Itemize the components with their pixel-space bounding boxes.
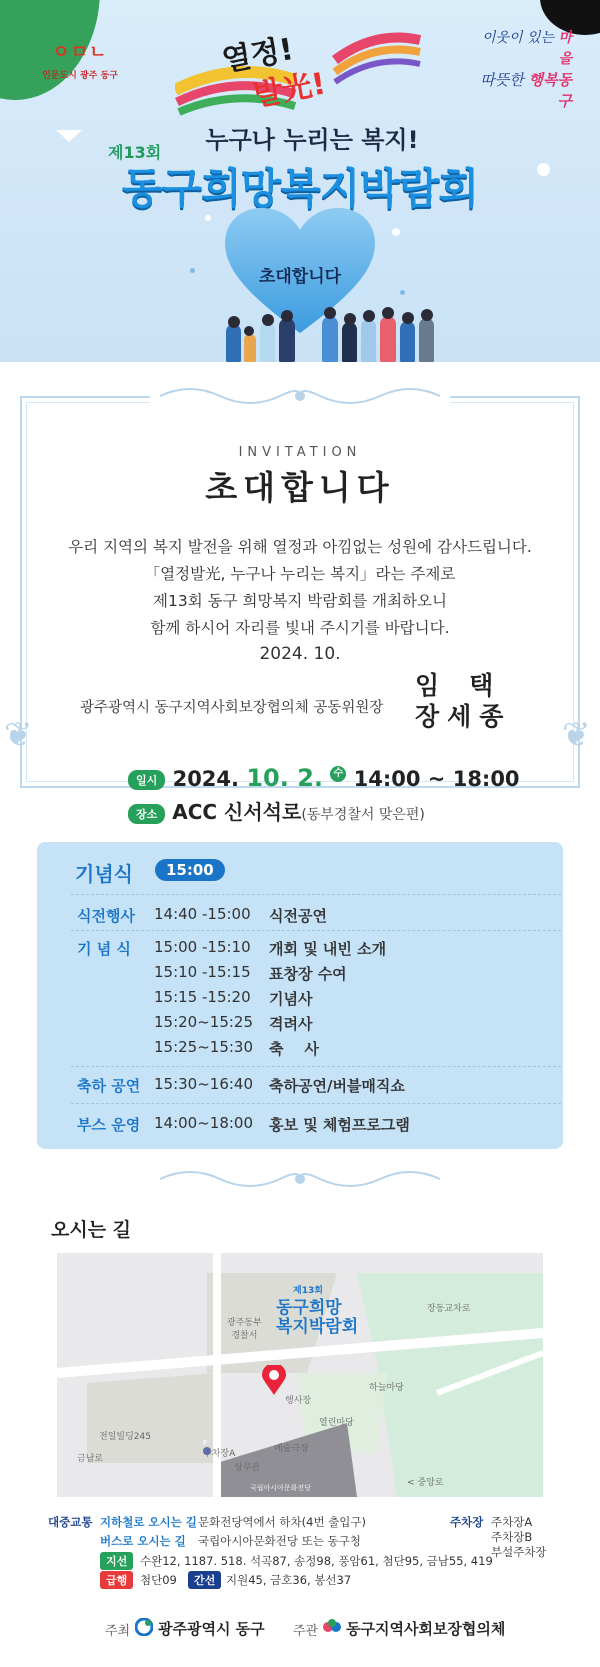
divider <box>71 930 561 931</box>
frame-ornament-right: ❦ <box>562 715 591 755</box>
program-time: 14:40 -15:00 <box>154 905 251 923</box>
hero-subtitle: 누구나 누리는 복지! <box>205 126 419 154</box>
branch-bus-label: 지선 <box>100 1552 133 1570</box>
heart-text: 초대합니다 <box>258 267 342 287</box>
program-activity: 격려사 <box>269 1015 313 1033</box>
confetti <box>400 290 405 295</box>
city-logo-mark: ㅇㅁㄴ <box>52 42 108 63</box>
invitation-line: 우리 지역의 복지 발전을 위해 열정과 아낌없는 성원에 감사드립니다. <box>68 538 532 556</box>
parking-item: 주차장B <box>491 1530 533 1544</box>
sender-names <box>415 670 525 732</box>
weekday-badge: 수 <box>330 766 346 782</box>
program-category: 기 념 식 <box>77 940 131 958</box>
map-label: 전일빌딩245 <box>99 1432 151 1442</box>
confetti <box>205 215 211 221</box>
map-label: 하늘마당 <box>369 1383 404 1393</box>
festival-logo-line1: 열정! <box>219 31 297 79</box>
host-label: 주최 <box>105 1624 131 1639</box>
parking-item: 주차장A <box>491 1515 533 1529</box>
host-name: 광주광역시 동구 <box>158 1620 265 1638</box>
express-bus-text: 첨단09 <box>140 1573 177 1587</box>
event-place-row <box>128 796 425 825</box>
program-category: 부스 운영 <box>77 1116 141 1134</box>
subway-text: 문화전당역에서 하차(4번 출입구) <box>198 1515 367 1529</box>
invitation-date: 2024. 10. <box>259 644 341 664</box>
map-label: 행사장 <box>285 1396 312 1406</box>
sender-name: 임택 <box>415 671 524 700</box>
invitation-body <box>30 534 570 642</box>
event-date-row <box>128 764 520 792</box>
divider <box>71 1066 561 1067</box>
frame-ornament-left: ❦ <box>4 715 33 755</box>
program-activity: 개회 및 내빈 소개 <box>269 940 387 958</box>
sender-organization: 광주광역시 동구지역사회보장협의체 공동위원장 <box>80 700 384 716</box>
slogan-highlight: 행복동구 <box>528 71 572 110</box>
bus-text: 국립아시아문화전당 또는 동구청 <box>198 1534 361 1548</box>
event-time: 14:00 ~ 18:00 <box>353 767 520 791</box>
program-activity: 홍보 및 체험프로그램 <box>269 1116 410 1134</box>
city-slogan <box>472 28 572 112</box>
bottom-ornament <box>150 1163 450 1195</box>
map-label: 장동교차로 <box>427 1304 471 1314</box>
trunk-bus-text: 지원45, 금호36, 봉선37 <box>226 1573 352 1587</box>
program-row <box>37 905 563 929</box>
location-pin-icon <box>262 1365 286 1395</box>
map-label: 상무관 <box>234 1463 261 1473</box>
invitation-line: 함께 하시어 자리를 빛내 주시기를 바랍니다. <box>150 619 450 637</box>
program-row <box>37 1075 563 1099</box>
program-row <box>37 938 563 962</box>
transport-label: 대중교통 <box>48 1515 93 1529</box>
program-row <box>37 963 563 987</box>
program-activity: 축하공연/버블매직쇼 <box>269 1077 405 1095</box>
map-label: 금남로 <box>77 1454 104 1464</box>
footer <box>0 1610 600 1650</box>
subway-label: 지하철로 오시는 길 <box>100 1515 197 1529</box>
date-prefix: 2024. <box>172 767 240 791</box>
divider <box>71 1103 561 1104</box>
program-time: 15:00 -15:10 <box>154 938 251 956</box>
program-activity: 기념사 <box>269 990 313 1008</box>
slogan-part: 따뜻한 <box>480 71 529 89</box>
place-label: 장소 <box>128 804 165 824</box>
parking-item: 부설주차장 <box>491 1545 547 1559</box>
map-label: 국립아시아문화전당 <box>250 1484 311 1492</box>
festival-logo-line2: 발光! <box>250 66 329 114</box>
program-time: 15:20~15:25 <box>154 1013 254 1031</box>
event-place: ACC 신서석로 <box>172 800 302 824</box>
date-emphasis: 10. 2. <box>246 764 324 792</box>
branch-bus-text: 수완12, 1187. 518. 석곡87, 송정98, 풍암61, 첨단95, 금남55, 419 <box>140 1554 493 1568</box>
date-label: 일시 <box>128 770 165 790</box>
invitation-title: 초대합니다 <box>205 468 395 507</box>
program-row <box>37 1114 563 1138</box>
express-bus-label: 급행 <box>100 1571 133 1589</box>
host-logo-icon <box>135 1618 153 1636</box>
program-row <box>37 1038 563 1062</box>
map-label: < 중앙로 <box>407 1478 444 1488</box>
hero-title: 동구희망복지박람회 <box>121 164 479 213</box>
organizer-label: 주관 <box>293 1624 319 1639</box>
program-activity: 표창장 수여 <box>269 965 347 983</box>
program-category: 축하 공연 <box>77 1077 141 1095</box>
slogan-part: 이웃이 있는 <box>481 30 559 46</box>
bus-label: 버스로 오시는 길 <box>100 1534 186 1548</box>
organizer-logo-icon <box>322 1618 342 1636</box>
festival-logo <box>175 20 425 120</box>
invitation-label: INVITATION <box>238 445 362 460</box>
sender-name: 장세종 <box>415 702 512 731</box>
map-badge-line: 동구희망 <box>276 1298 342 1318</box>
city-logo <box>30 38 130 88</box>
divider <box>71 894 561 895</box>
map-heading: 오시는 길 <box>51 1219 132 1241</box>
program-row <box>37 1013 563 1037</box>
map-badge-line: 복지박람회 <box>276 1317 359 1337</box>
people-illustration <box>222 300 452 362</box>
trunk-bus-label: 간선 <box>188 1571 221 1589</box>
slogan-highlight: 마을 <box>558 30 572 67</box>
confetti <box>190 268 195 273</box>
edition-label: 제13회 <box>108 143 162 162</box>
map-label: 주차장A <box>203 1449 236 1459</box>
map-label: 열린마당 <box>319 1418 354 1428</box>
program-time: 15:15 -15:20 <box>154 988 251 1006</box>
city-logo-text: 인문도시 광주 동구 <box>42 71 118 81</box>
parking-marker: P <box>202 1439 208 1447</box>
map-label: 광주동부 경찰서 <box>227 1318 262 1341</box>
invitation-line: 제13회 동구 희망복지 박람회를 개최하오니 <box>153 592 447 610</box>
program-heading: 기념식 <box>75 862 133 886</box>
program-activity: 식전공연 <box>269 907 327 925</box>
program-row <box>37 988 563 1012</box>
program-category: 식전행사 <box>77 907 135 925</box>
parking-label: 주차장 <box>450 1515 484 1529</box>
map-badge-title <box>276 1299 358 1337</box>
program-time: 15:25~15:30 <box>154 1038 254 1056</box>
program-time: 15:10 -15:15 <box>154 963 251 981</box>
program-activity: 축 사 <box>269 1040 319 1058</box>
organizer-name: 동구지역사회보장협의체 <box>346 1620 506 1638</box>
confetti <box>392 228 400 236</box>
map-label: 예술극장 <box>274 1444 309 1454</box>
program-schedule <box>37 842 563 1149</box>
transport-info <box>0 1508 600 1598</box>
invitation-line: 「열정발光, 누구나 누리는 복지」라는 주제로 <box>144 565 456 583</box>
hero-banner <box>0 0 600 362</box>
top-ornament <box>150 380 450 412</box>
program-time: 14:00~18:00 <box>154 1114 254 1132</box>
place-note: (동부경찰서 맞은편) <box>301 807 425 823</box>
program-heading-time: 15:00 <box>155 859 225 881</box>
program-time: 15:30~16:40 <box>154 1075 254 1093</box>
map-badge-edition: 제13회 <box>293 1286 323 1296</box>
